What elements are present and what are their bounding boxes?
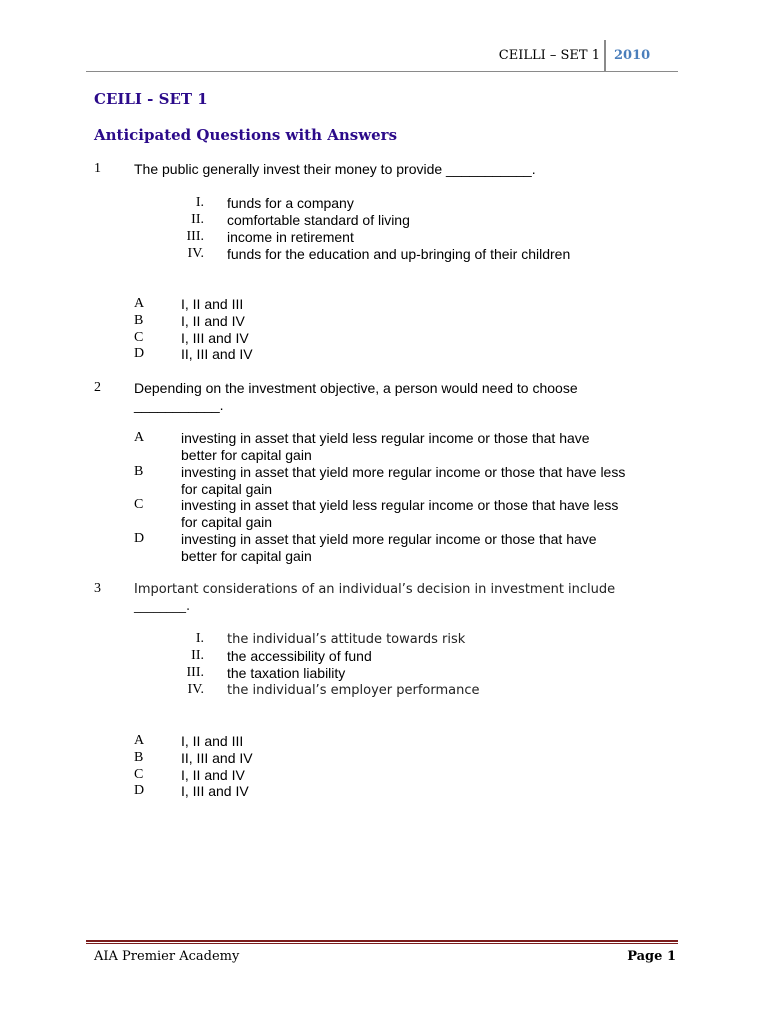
- q1-statement-text: funds for the education and up-bringing of their children: [227, 246, 571, 262]
- q2-option-letter: D: [134, 531, 145, 546]
- question-1-text: The public generally invest their money to provide ___________.: [134, 161, 536, 177]
- q1-option-letter: A: [134, 296, 145, 311]
- q3-statement-text: the individual’s attitude towards risk: [227, 632, 466, 647]
- q2-option-letter: C: [134, 497, 144, 512]
- q1-option-text: I, II and IV: [181, 313, 245, 329]
- q1-statement-text: income in retirement: [227, 229, 354, 245]
- q3-statement-roman: III.: [186, 665, 204, 680]
- q2-option-letter: B: [134, 464, 144, 479]
- q3-option-letter: A: [134, 733, 145, 748]
- q3-statement-roman: IV.: [187, 682, 204, 697]
- q1-statement-text: comfortable standard of living: [227, 212, 410, 228]
- q3-option-text: I, II and III: [181, 733, 244, 749]
- q3-statement-roman: II.: [191, 648, 204, 663]
- q2-option-line2: for capital gain: [181, 481, 273, 497]
- question-1-number: 1: [94, 161, 101, 176]
- q1-option-letter: D: [134, 346, 145, 361]
- q3-statement-text: the taxation liability: [227, 665, 346, 681]
- question-3-number: 3: [94, 581, 101, 596]
- q2-option-line1: investing in asset that yield more regular income or those that have: [181, 531, 597, 547]
- q3-statement-roman: I.: [195, 631, 204, 646]
- q3-statement-text: the accessibility of fund: [227, 648, 372, 664]
- header-divider: [604, 40, 606, 72]
- q1-option-text: I, II and III: [181, 296, 244, 312]
- question-3-text-line1: Important considerations of an individual’s decision in investment include: [134, 582, 616, 597]
- footer-rule: [86, 940, 678, 942]
- footer-rule-thin: [86, 943, 678, 944]
- q3-option-letter: B: [134, 750, 144, 765]
- q2-option-line1: investing in asset that yield less regular income or those that have less: [181, 497, 619, 513]
- header-title: CEILLI – SET 1: [498, 48, 600, 63]
- q1-statement-roman: III.: [186, 229, 204, 244]
- question-2-text-line1: Depending on the investment objective, a person would need to choose: [134, 380, 578, 396]
- q3-option-text: I, II and IV: [181, 767, 245, 783]
- q3-option-text: I, III and IV: [181, 783, 249, 799]
- footer-page-number: Page 1: [627, 949, 676, 964]
- q1-statement-roman: I.: [195, 195, 204, 210]
- q2-option-line1: investing in asset that yield less regular income or those that have: [181, 430, 590, 446]
- page-title: CEILI - SET 1: [94, 90, 208, 108]
- header-year: 2010: [614, 48, 651, 63]
- q1-statement-roman: II.: [191, 212, 204, 227]
- header-rule: [86, 71, 678, 72]
- question-2-text-line2: ___________.: [134, 397, 224, 413]
- q2-option-line2: for capital gain: [181, 514, 273, 530]
- q1-option-letter: B: [134, 313, 144, 328]
- footer-organization: AIA Premier Academy: [94, 949, 240, 964]
- q1-statement-text: funds for a company: [227, 195, 354, 211]
- q1-option-letter: C: [134, 330, 144, 345]
- q1-statement-roman: IV.: [187, 246, 204, 261]
- q3-statement-text: the individual’s employer performance: [227, 683, 480, 698]
- page-subtitle: Anticipated Questions with Answers: [94, 126, 398, 144]
- q2-option-letter: A: [134, 430, 145, 445]
- q2-option-line2: better for capital gain: [181, 447, 312, 463]
- q2-option-line1: investing in asset that yield more regular income or those that have less: [181, 464, 626, 480]
- q2-option-line2: better for capital gain: [181, 548, 312, 564]
- question-2-number: 2: [94, 380, 101, 395]
- question-3-text-line2: ________.: [134, 599, 191, 614]
- q3-option-letter: C: [134, 767, 144, 782]
- q1-option-text: II, III and IV: [181, 346, 253, 362]
- q3-option-letter: D: [134, 783, 145, 798]
- q1-option-text: I, III and IV: [181, 330, 249, 346]
- q3-option-text: II, III and IV: [181, 750, 253, 766]
